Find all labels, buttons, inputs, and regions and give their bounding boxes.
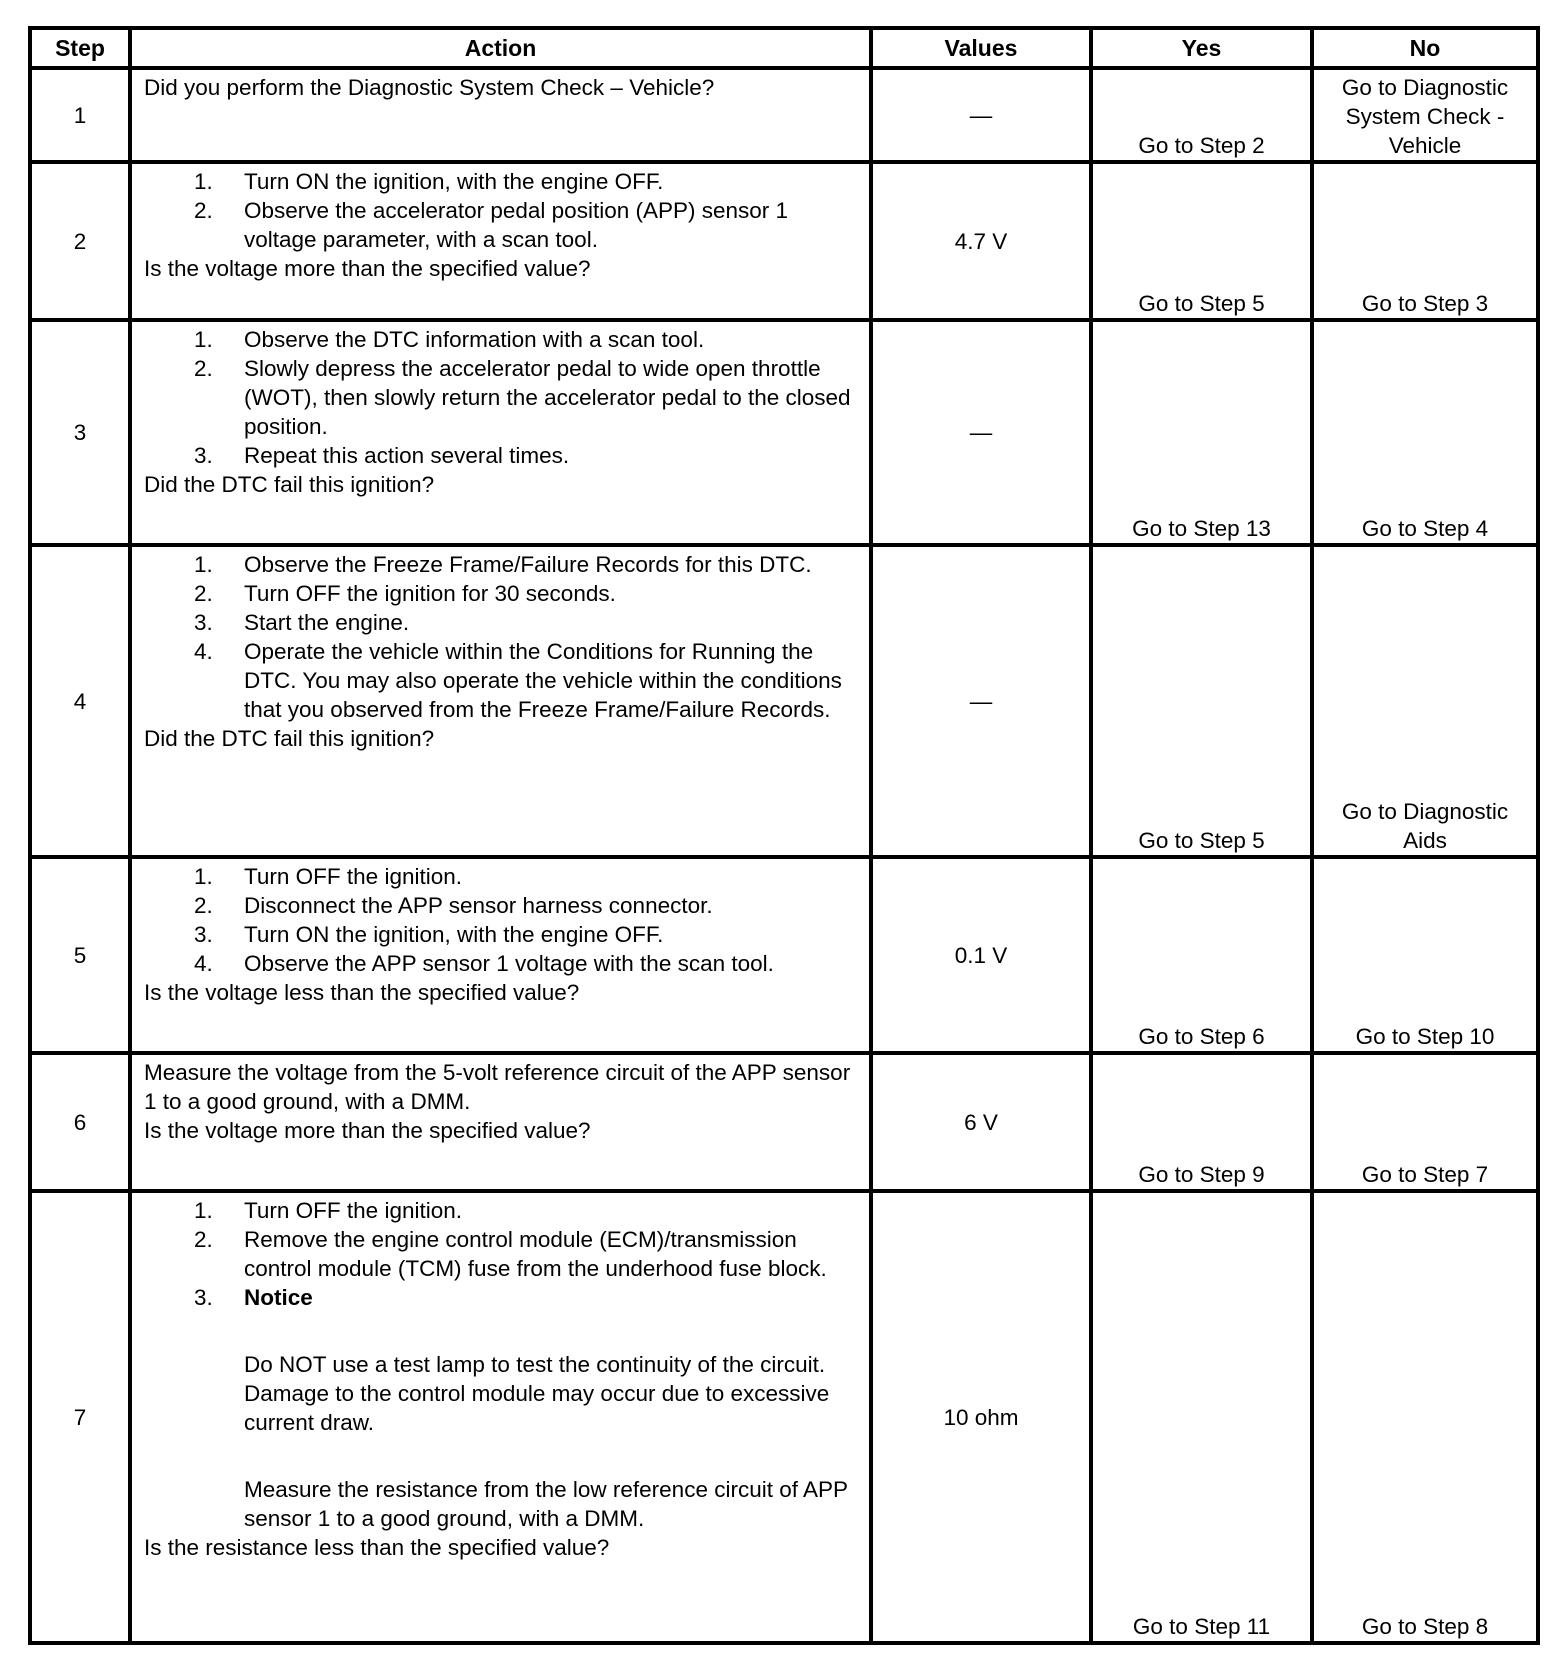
list-item: 1. Turn OFF the ignition. (194, 1198, 463, 1223)
action-steps (144, 322, 857, 470)
list-item: 3. Notice (144, 1283, 857, 1312)
no-cell: Go to Step 4 (1312, 320, 1538, 545)
list-item: 2. Slowly depress the accelerator pedal to wide open throttle (WOT), then slowly return the accelerator pedal to the closed position. (194, 356, 851, 439)
value-cell: — (871, 545, 1091, 857)
no-cell: Go to Diagnostic System Check - Vehicle (1312, 68, 1538, 162)
yes-cell: Go to Step 5 (1091, 162, 1312, 320)
notice-title: Notice (244, 1285, 313, 1310)
list-item: 3. Start the engine. (194, 610, 410, 635)
table-row (30, 1191, 1538, 1643)
list-item: 1. Turn ON the ignition, with the engine OFF. (194, 169, 664, 194)
action-text: Measure the voltage from the 5-volt reference circuit of the APP sensor 1 to a good ground, with a DMM. (144, 1060, 851, 1114)
value-cell: 6 V (871, 1053, 1091, 1191)
value-cell: 4.7 V (871, 162, 1091, 320)
action-text: Did you perform the Diagnostic System Check – Vehicle? (144, 75, 715, 100)
notice-text: Do NOT use a test lamp to test the continuity of the circuit. Damage to the control module may occur due to excessive current draw. (244, 1352, 830, 1435)
list-item: 4. Observe the APP sensor 1 voltage with the scan tool. (194, 951, 774, 976)
list-item: 1. Observe the DTC information with a scan tool. (194, 327, 705, 352)
list-item: 2. Observe the accelerator pedal position (APP) sensor 1 voltage parameter, with a scan tool. (194, 198, 789, 252)
step-number: 7 (30, 1191, 130, 1643)
header-action: Action (130, 28, 871, 68)
yes-cell: Go to Step 6 (1091, 857, 1312, 1053)
step-number: 1 (30, 68, 130, 162)
action-question: Is the resistance less than the specified value? (144, 1535, 610, 1560)
yes-cell: Go to Step 13 (1091, 320, 1312, 545)
yes-cell: Go to Step 11 (1091, 1191, 1312, 1643)
action-cell (130, 545, 871, 857)
header-row (30, 28, 1538, 68)
yes-cell: Go to Step 9 (1091, 1053, 1312, 1191)
no-cell: Go to Step 7 (1312, 1053, 1538, 1191)
action-cell (130, 1053, 871, 1191)
action-cell (130, 320, 871, 545)
action-steps (144, 164, 857, 254)
value-cell: — (871, 68, 1091, 162)
list-item: 2. Remove the engine control module (ECM)/transmission control module (TCM) fuse from the underhood fuse block. (194, 1227, 827, 1281)
action-steps (144, 1193, 857, 1312)
step-number: 2 (30, 162, 130, 320)
action-cell (130, 857, 871, 1053)
action-question: Is the voltage more than the specified value? (144, 256, 591, 281)
header-step: Step (30, 28, 130, 68)
value-cell: 10 ohm (871, 1191, 1091, 1643)
yes-cell: Go to Step 5 (1091, 545, 1312, 857)
header-values: Values (871, 28, 1091, 68)
no-cell: Go to Step 3 (1312, 162, 1538, 320)
table-row (30, 162, 1538, 320)
step-number: 6 (30, 1053, 130, 1191)
action-steps (144, 859, 857, 978)
action-cell (130, 68, 871, 162)
diagnostic-table (28, 26, 1540, 1645)
no-cell: Go to Step 8 (1312, 1191, 1538, 1643)
step-number: 3 (30, 320, 130, 545)
list-item: 3. Repeat this action several times. (194, 443, 570, 468)
action-steps (144, 547, 857, 724)
action-question: Did the DTC fail this ignition? (144, 472, 435, 497)
step-number: 4 (30, 545, 130, 857)
list-item: 1. Observe the Freeze Frame/Failure Records for this DTC. (194, 552, 812, 577)
action-question: Did the DTC fail this ignition? (144, 726, 435, 751)
action-question: Is the voltage more than the specified value? (144, 1118, 591, 1143)
table-row (30, 68, 1538, 162)
action-question: Is the voltage less than the specified value? (144, 980, 580, 1005)
list-item: 4. Operate the vehicle within the Conditions for Running the DTC. You may also operate the vehicle within the conditions that you observed from the Freeze Frame/Failure Records. (194, 639, 842, 722)
header-no: No (1312, 28, 1538, 68)
no-cell: Go to Step 10 (1312, 857, 1538, 1053)
list-item: 2. Turn OFF the ignition for 30 seconds. (194, 581, 616, 606)
table-row (30, 320, 1538, 545)
value-cell: 0.1 V (871, 857, 1091, 1053)
list-item: 1. Turn OFF the ignition. (194, 864, 463, 889)
table-row (30, 545, 1538, 857)
step-number: 5 (30, 857, 130, 1053)
table-row (30, 1053, 1538, 1191)
action-cell (130, 162, 871, 320)
action-cell (130, 1191, 871, 1643)
table-row (30, 857, 1538, 1053)
list-item: 3. Turn ON the ignition, with the engine OFF. (194, 922, 664, 947)
no-cell: Go to Diagnostic Aids (1312, 545, 1538, 857)
list-item: 2. Disconnect the APP sensor harness connector. (194, 893, 713, 918)
value-cell: — (871, 320, 1091, 545)
header-yes: Yes (1091, 28, 1312, 68)
yes-cell: Go to Step 2 (1091, 68, 1312, 162)
measure-instruction: Measure the resistance from the low reference circuit of APP sensor 1 to a good ground, with a DMM. (244, 1477, 848, 1531)
